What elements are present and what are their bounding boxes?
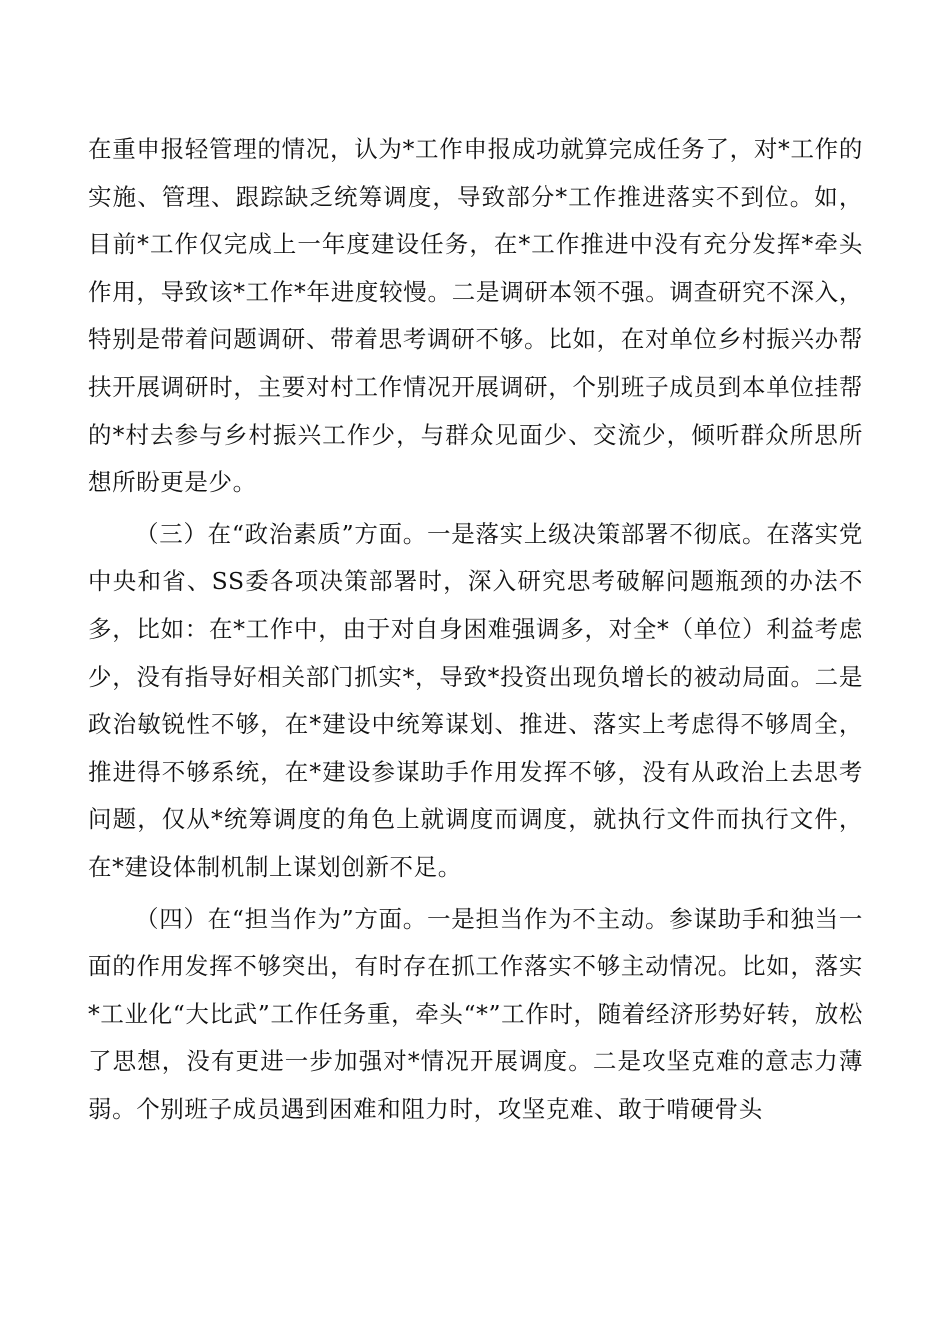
paragraph-2: （三）在“政治素质”方面。一是落实上级决策部署不彻底。在落实党中央和省、SS委各项决策部署时，深入研究思考破解问题瓶颈的办法不多，比如：在*工作中，由于对自身困难强调多，对全*（单位）利益考虑少，没有指导好相关部门抓实*，导致*投资出现负增长的被动局面。二是政治敏锐性不够，在*建设中统筹谋划、推进、落实上考虑得不够周全，推进得不够系统，在*建设参谋助手作用发挥不够，没有从政治上去思考问题，仅从*统筹调度的角色上就调度而调度，就执行文件而执行文件，在*建设体制机制上谋划创新不足。	[88, 519, 863, 881]
document-page	[88, 126, 863, 1133]
paragraph-3: （四）在“担当作为”方面。一是担当作为不主动。参谋助手和独当一面的作用发挥不够突出，有时存在抓工作落实不够主动情况。比如，落实*工业化“大比武”工作任务重，牵头“*”工作时，随着经济形势好转，放松了思想，没有更进一步加强对*情况开展调度。二是攻坚克难的意志力薄弱。个别班子成员遇到困难和阻力时，攻坚克难、敢于啃硬骨头	[88, 904, 863, 1123]
paragraph-1: 在重申报轻管理的情况，认为*工作申报成功就算完成任务了，对*工作的实施、管理、跟踪缺乏统筹调度，导致部分*工作推进落实不到位。如，目前*工作仅完成上一年度建设任务，在*工作推进中没有充分发挥*牵头作用，导致该*工作*年进度较慢。二是调研本领不强。调查研究不深入，特别是带着问题调研、带着思考调研不够。比如，在对单位乡村振兴办帮扶开展调研时，主要对村工作情况开展调研，个别班子成员到本单位挂帮的*村去参与乡村振兴工作少，与群众见面少、交流少，倾听群众所思所想所盼更是少。	[88, 135, 863, 497]
